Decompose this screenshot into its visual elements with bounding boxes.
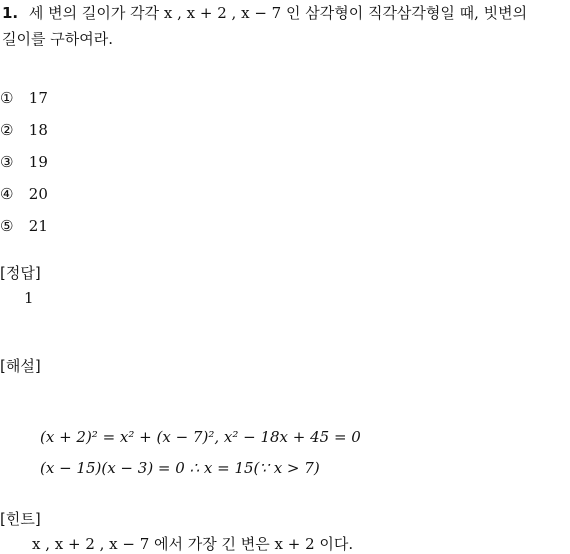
explanation-equation-1: (x + 2)² = x² + (x − 7)², x² − 18x + 45 = 0 — [40, 428, 361, 446]
choice-value: 17 — [28, 89, 48, 107]
explanation-equation-2: (x − 15)(x − 3) = 0 ∴ x = 15(∵ x > 7) — [40, 459, 320, 477]
question-line-1 — [2, 2, 527, 23]
choice-value: 21 — [28, 217, 48, 235]
choice-value: 20 — [28, 185, 48, 203]
choice-item — [0, 185, 48, 203]
choice-item — [0, 153, 48, 171]
explanation-label: [해설] — [0, 357, 41, 375]
choice-item — [0, 121, 48, 139]
question-text-1: 세 변의 길이가 각각 x , x + 2 , x − 7 인 삼각형이 직각삼각형일 때, 빗변의 — [28, 4, 528, 22]
answer-label: [정답] — [0, 264, 41, 282]
choice-mark: ③ — [0, 153, 14, 171]
choice-mark: ① — [0, 89, 14, 107]
choice-mark: ④ — [0, 185, 14, 203]
choice-item — [0, 217, 48, 235]
question-line-2: 길이를 구하여라. — [2, 30, 113, 48]
choice-item — [0, 89, 48, 107]
choice-value: 19 — [28, 153, 48, 171]
choice-mark: ② — [0, 121, 14, 139]
choice-mark: ⑤ — [0, 217, 14, 235]
question-number: 1. — [2, 4, 19, 22]
choice-value: 18 — [28, 121, 48, 139]
hint-label: [힌트] — [0, 510, 41, 528]
hint-text: x , x + 2 , x − 7 에서 가장 긴 변은 x + 2 이다. — [32, 535, 354, 553]
answer-value: 1 — [24, 289, 34, 307]
